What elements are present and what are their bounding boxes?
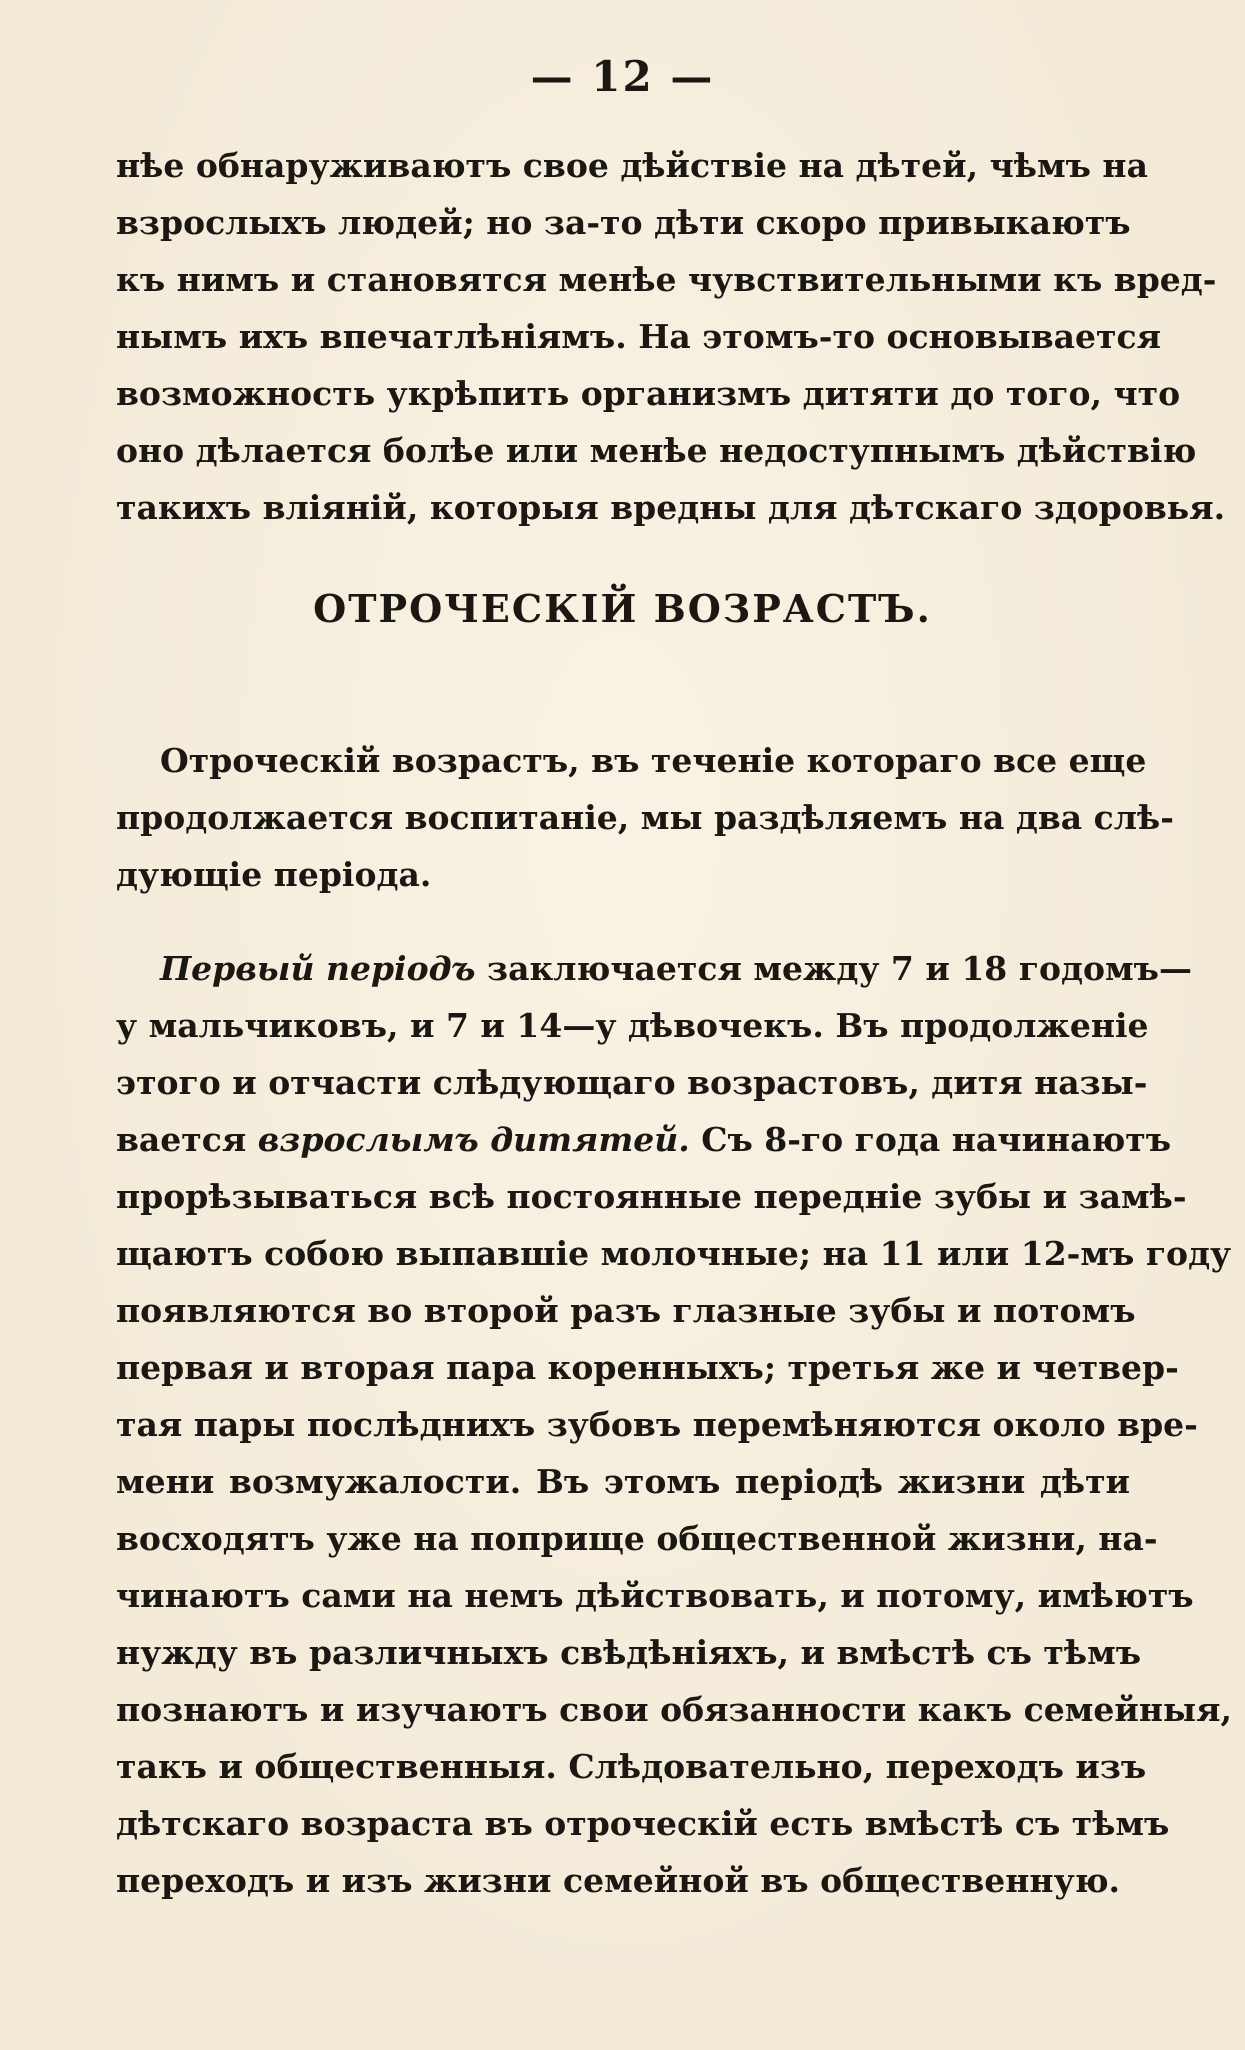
text-line: такихъ вліяній, которыя вредны для дѣтскаго здоровья. (116, 488, 1226, 527)
text-line: мени возмужалости. Въ этомъ періодѣ жизни дѣти (116, 1462, 1130, 1501)
italic-term: Первый періодъ (160, 949, 476, 988)
text-line: нужду въ различныхъ свѣдѣніяхъ, и вмѣстѣ съ тѣмъ (116, 1633, 1142, 1672)
page-number: — 12 — (530, 52, 715, 101)
text-run: Съ 8-го года начинаютъ (689, 1120, 1172, 1159)
text-line: тая пары послѣднихъ зубовъ перемѣняются около вре- (116, 1405, 1198, 1444)
text-line: оно дѣлается болѣе или менѣе недоступнымъ дѣйствію (116, 431, 1197, 470)
text-line: такъ и общественныя. Слѣдовательно, переходъ изъ (116, 1747, 1147, 1786)
text-line: къ нимъ и становятся менѣе чувствительными къ вред- (116, 260, 1217, 299)
paragraph-first-period (116, 940, 1232, 1909)
paragraph-age-definition (116, 732, 1174, 903)
text-line: у мальчиковъ, и 7 и 14—у дѣвочекъ. Въ продолженіе (116, 1006, 1149, 1045)
text-line: появляются во второй разъ глазные зубы и потомъ (116, 1291, 1136, 1330)
text-line: этого и отчасти слѣдующаго возрастовъ, дитя назы- (116, 1063, 1148, 1102)
text-run: вается (116, 1120, 258, 1159)
text-line: дѣтскаго возраста въ отроческій есть вмѣстѣ съ тѣмъ (116, 1804, 1170, 1843)
text-line (116, 1111, 1172, 1168)
text-line: познаютъ и изучаютъ свои обязанности какъ семейныя, (116, 1690, 1232, 1729)
text-line: первая и вторая пара коренныхъ; третья же и четвер- (116, 1348, 1179, 1387)
section-heading: ОТРОЧЕСКІЙ ВОЗРАСТЪ. (313, 586, 932, 631)
text-line: переходъ и изъ жизни семейной въ общественную. (116, 1861, 1121, 1900)
text-line: возможность укрѣпить организмъ дитяти до того, что (116, 374, 1181, 413)
text-line: чинаютъ сами на немъ дѣйствовать, и потому, имѣютъ (116, 1576, 1194, 1615)
text-line: восходятъ уже на поприще общественной жизни, на- (116, 1519, 1158, 1558)
intro-paragraph (116, 137, 1226, 536)
text-line: нѣе обнаруживаютъ свое дѣйствіе на дѣтей, чѣмъ на (116, 146, 1148, 185)
text-line: взрослыхъ людей; но за-то дѣти скоро привыкаютъ (116, 203, 1131, 242)
italic-term: взрослымъ дитятей. (257, 1120, 690, 1159)
text-line: прорѣзываться всѣ постоянные передніе зубы и замѣ- (116, 1177, 1187, 1216)
text-line: продолжается воспитаніе, мы раздѣляемъ на два слѣ- (116, 798, 1174, 837)
text-line: щаютъ собою выпавшіе молочные; на 11 или 12-мъ году (116, 1234, 1232, 1273)
text-line (116, 940, 1192, 997)
text-line: дующіе періода. (116, 855, 432, 894)
text-run: заключается между 7 и 18 годомъ— (475, 949, 1192, 988)
text-line: Отроческій возрастъ, въ теченіе котораго все еще (160, 741, 1147, 780)
text-line: нымъ ихъ впечатлѣніямъ. На этомъ-то основывается (116, 317, 1161, 356)
